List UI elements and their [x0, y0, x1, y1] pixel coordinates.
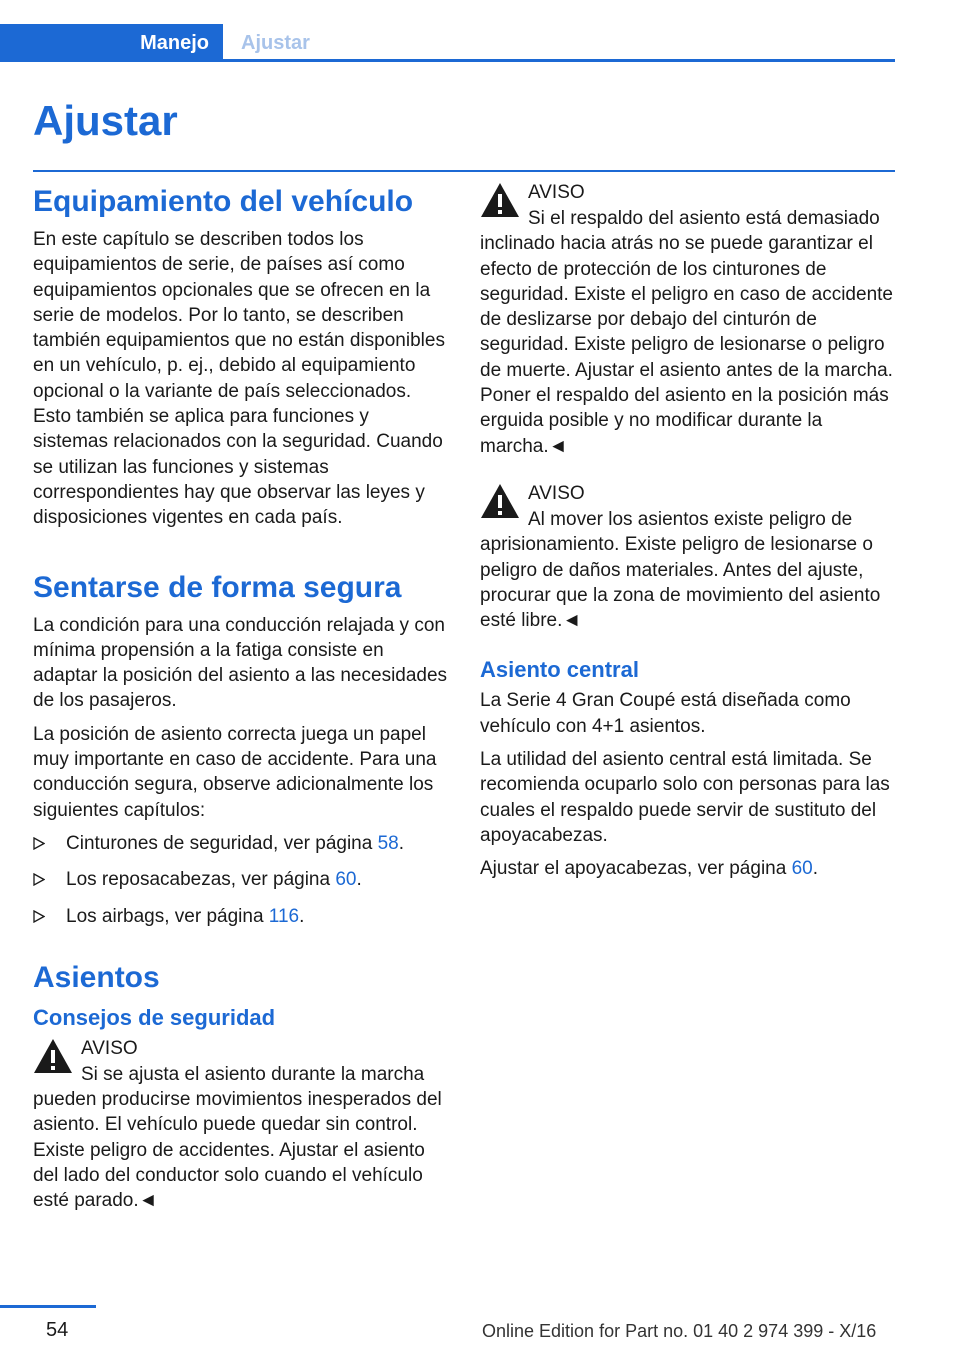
warning-text: Al mover los asientos existe peligro de aprisionamiento. Existe peligro de lesionarse o peligro de daños materiales. Antes del ajuste, procurar que la zona de movimiento del asiento esté libre.◄ — [480, 508, 881, 632]
warning-text: Si se ajusta el asiento durante la marcha pueden producirse movimientos inesperados del asiento. El vehículo puede quedar sin control. Existe peligro de accidentes. Ajustar el asiento del lado del conductor solo cuando el vehículo esté parado.◄ — [33, 1063, 442, 1212]
list-item — [33, 831, 449, 856]
warning-label: AVISO — [528, 182, 585, 203]
right-column — [480, 180, 896, 890]
list-item-end: . — [398, 832, 405, 854]
section-heading-asientos: Asientos — [33, 960, 160, 994]
subheading-asiento-central: Asiento central — [480, 657, 639, 683]
list-item-text: Los reposacabezas, ver página — [66, 869, 336, 891]
footer-edition-text: Online Edition for Part no. 01 40 2 974 399 - X/16 — [482, 1321, 877, 1341]
list-item — [33, 867, 449, 892]
warning-head — [33, 1036, 449, 1086]
triangle-right-icon — [33, 910, 45, 923]
list-item — [33, 904, 449, 929]
warning-block — [480, 481, 896, 633]
paragraph-sentarse-2: La posición de asiento correcta juega un papel muy importante en caso de accidente. Para una conducción segura, observe adicionalmente los siguientes capítulos: — [33, 723, 437, 821]
list-item-end: . — [299, 905, 305, 927]
tab-manejo[interactable] — [0, 24, 223, 62]
page-link-60[interactable]: 60 — [791, 858, 813, 880]
section-heading-sentarse: Sentarse de forma segura — [33, 570, 402, 604]
paragraph-central-3-end: . — [812, 858, 819, 880]
warning-label: AVISO — [528, 482, 585, 504]
title-divider — [33, 170, 895, 172]
header-tab-bar — [0, 24, 895, 62]
paragraph-sentarse-1: La condición para una conducción relajada y con mínima propensión a la fatiga consiste en adaptar la posición del asiento a las necesidades de los pasajeros. — [33, 614, 448, 712]
page-title: Ajustar — [33, 97, 178, 144]
paragraph-central-3-text: Ajustar el apoyacabezas, ver página — [480, 858, 792, 880]
warning-triangle-icon — [33, 1038, 73, 1074]
list-item-end: . — [356, 869, 362, 891]
page-link-58[interactable]: 58 — [377, 832, 399, 854]
page-link-116[interactable]: 116 — [268, 905, 300, 927]
tab-ajustar-label: Ajustar — [241, 31, 310, 54]
warning-triangle-icon — [480, 182, 520, 218]
list-item-text: Cinturones de seguridad, ver página — [66, 832, 378, 854]
list-item-text: Los airbags, ver página — [66, 905, 269, 927]
page-link-60[interactable]: 60 — [335, 869, 357, 891]
tab-ajustar[interactable] — [241, 24, 310, 62]
left-column — [33, 180, 449, 1222]
page-number-rule — [0, 1305, 96, 1308]
header-rule — [0, 59, 895, 62]
warning-triangle-icon — [480, 483, 520, 519]
warning-head — [480, 481, 896, 531]
subheading-consejos: Consejos de seguridad — [33, 1004, 276, 1030]
paragraph-central-1: La Serie 4 Gran Coupé está diseñada como vehículo con 4+1 asientos. — [480, 690, 851, 737]
tab-manejo-label: Manejo — [140, 31, 209, 54]
page-number: 54 — [46, 1319, 69, 1341]
triangle-right-icon — [33, 873, 45, 886]
warning-block — [33, 1036, 449, 1214]
paragraph-central-2: La utilidad del asiento central está limitada. Se recomienda ocuparlo solo con personas para las cuales el respaldo puede servir de sustituto del apoyacabezas. — [480, 749, 890, 846]
chapter-list — [33, 831, 449, 929]
warning-block — [480, 180, 896, 459]
warning-head — [480, 180, 896, 230]
paragraph-central-3 — [480, 856, 896, 881]
triangle-right-icon — [33, 837, 45, 850]
section-heading-equipamiento: Equipamiento del vehículo — [33, 185, 414, 218]
warning-text: Si el respaldo del asiento está demasiado inclinado hacia atrás no se puede garantizar el efecto de protección de los cinturones de seguridad. Existe el peligro en caso de accidente de deslizarse por debajo del cinturón de seguridad. Existe peligro de lesionarse o peligro de muerte. Ajustar el asiento antes de la marcha. Poner el respaldo del asiento en la posición más erguida posible y no modificar durante la marcha.◄ — [480, 208, 893, 457]
warning-label: AVISO — [81, 1037, 138, 1059]
paragraph-equipamiento: En este capítulo se describen todos los equipamientos de serie, de países así como equipamientos opcionales que se ofrecen en la serie de modelos. Por lo tanto, se describen también equipamientos que no están disponibles en un vehículo, p. ej., debido al equipamiento opcional o la variante de país seleccionados. Esto también se aplica para funciones y sistemas relacionados con la seguridad. Cuando se utilizan las funciones y sistemas correspondientes hay que observar las leyes y disposiciones vigentes en cada país. — [33, 229, 445, 529]
